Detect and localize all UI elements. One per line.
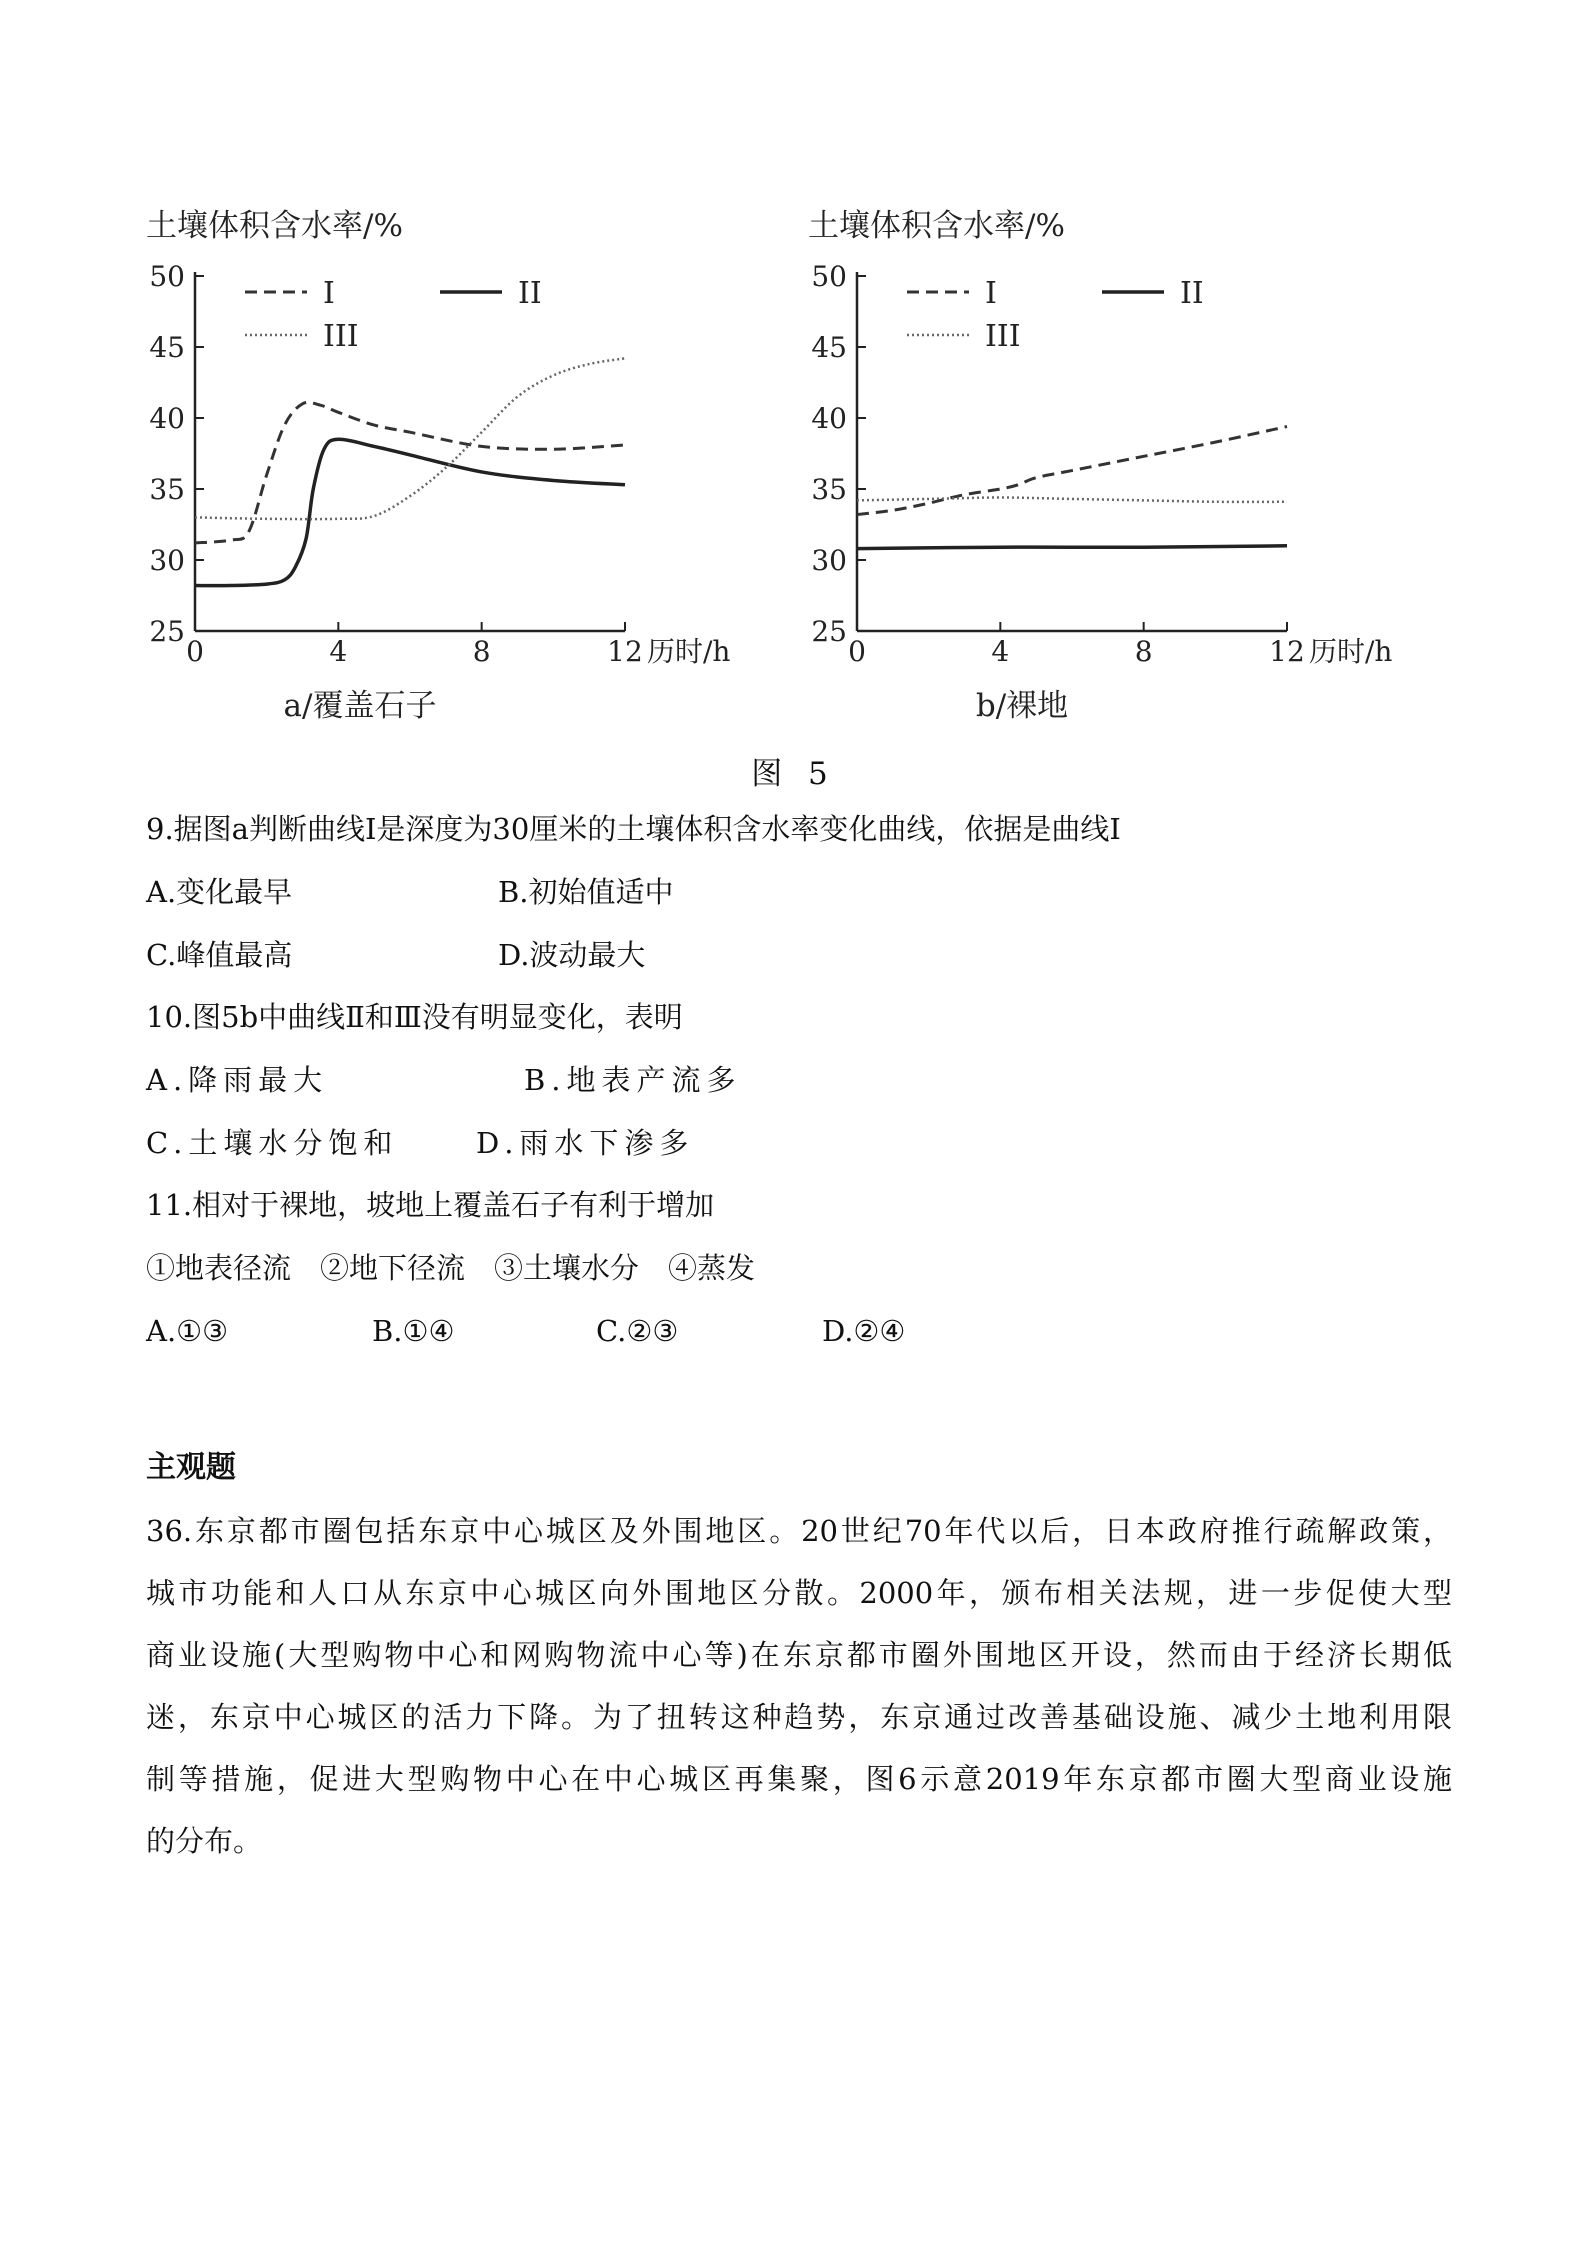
chart-a-plot [146,208,730,724]
chart-b-bare-land [792,200,1432,740]
x-axis-label: 历时/h [1309,635,1393,668]
y-tick-label: 40 [149,402,185,435]
y-tick-label: 25 [811,615,847,648]
chart-a-covered-stones [130,200,770,740]
question-9-option-b: B.初始值适中 [498,875,674,909]
x-tick-label: 12 [1269,635,1305,668]
passage-line-2: 城市功能和人口从东京中心城区向外围地区分散。2000年，颁布相关法规，进一步促使大型 [146,1576,1452,1610]
question-11-choices: ①地表径流 ②地下径流 ③土壤水分 ④蒸发 [146,1251,756,1285]
question-10-option-c: C.土壤水分饱和 [146,1126,399,1160]
question-9-stem: 9.据图a判断曲线Ⅰ是深度为30厘米的土壤体积含水率变化曲线，依据是曲线Ⅰ [146,812,1121,846]
legend-label: II [518,276,542,311]
question-11-option-c: C.②③ [596,1314,679,1348]
passage-line-4: 迷，东京中心城区的活力下降。为了扭转这种趋势，东京通过改善基础设施、减少土地利用限 [146,1700,1452,1734]
x-axis-label: 历时/h [647,635,731,668]
y-tick-label: 30 [149,544,185,577]
section-title: 主观题 [146,1450,236,1485]
series-line-ii [857,546,1287,549]
passage-line-3: 商业设施(大型购物中心和网购物流中心等)在东京都市圈外围地区开设，然而由于经济长期低 [146,1638,1452,1672]
passage-line-5: 制等措施，促进大型购物中心在中心城区再集聚，图6示意2019年东京都市圈大型商业设施 [146,1762,1452,1796]
question-10-option-d: D.雨水下渗多 [476,1126,695,1160]
x-tick-label: 4 [329,635,348,668]
question-11-stem: 11.相对于裸地，坡地上覆盖石子有利于增加 [146,1188,715,1222]
question-11-option-b: B.①④ [372,1314,455,1348]
question-9-option-c: C.峰值最高 [146,938,293,972]
y-tick-label: 50 [811,260,847,293]
chart-a-svg [130,200,770,740]
legend-label: I [323,276,335,311]
question-9-option-d: D.波动最大 [498,938,646,972]
chart-title: b/裸地 [975,688,1069,724]
chart-title: a/覆盖石子 [283,688,437,724]
y-tick-label: 45 [149,331,185,364]
series-line-iii [857,498,1287,502]
question-11-option-d: D.②④ [822,1314,906,1348]
question-10-option-a: A.降雨最大 [146,1063,329,1097]
x-tick-label: 0 [848,635,866,668]
question-10-option-b: B.地表产流多 [524,1063,742,1097]
x-tick-label: 4 [991,635,1010,668]
legend-label: III [985,319,1021,354]
legend-label: III [323,319,359,354]
passage-line-1: 36.东京都市圈包括东京中心城区及外围地区。20世纪70年代以后，日本政府推行疏解政策， [146,1514,1452,1548]
question-36-passage [146,1500,1452,1872]
y-tick-label: 35 [149,473,185,506]
question-11-option-a: A.①③ [146,1314,229,1348]
series-line-ii [195,439,625,585]
question-10-stem: 10.图5b中曲线Ⅱ和Ⅲ没有明显变化，表明 [146,1000,683,1034]
chart-b-svg [792,200,1432,740]
x-tick-label: 8 [472,635,491,668]
y-tick-label: 25 [149,615,185,648]
x-tick-label: 0 [186,635,204,668]
y-axis-label: 土壤体积含水率/% [808,208,1065,244]
y-tick-label: 50 [149,260,185,293]
y-tick-label: 40 [811,402,847,435]
x-tick-label: 12 [607,635,643,668]
y-tick-label: 35 [811,473,847,506]
question-9-option-a: A.变化最早 [146,875,293,909]
x-tick-label: 8 [1134,635,1153,668]
passage-line-6: 的分布。 [146,1824,263,1858]
series-line-i [195,402,625,543]
legend-label: I [985,276,997,311]
chart-b-plot [808,208,1392,724]
y-axis-label: 土壤体积含水率/% [146,208,403,244]
y-tick-label: 45 [811,331,847,364]
figure-caption: 图 5 [751,756,836,792]
legend-label: II [1180,276,1204,311]
y-tick-label: 30 [811,544,847,577]
